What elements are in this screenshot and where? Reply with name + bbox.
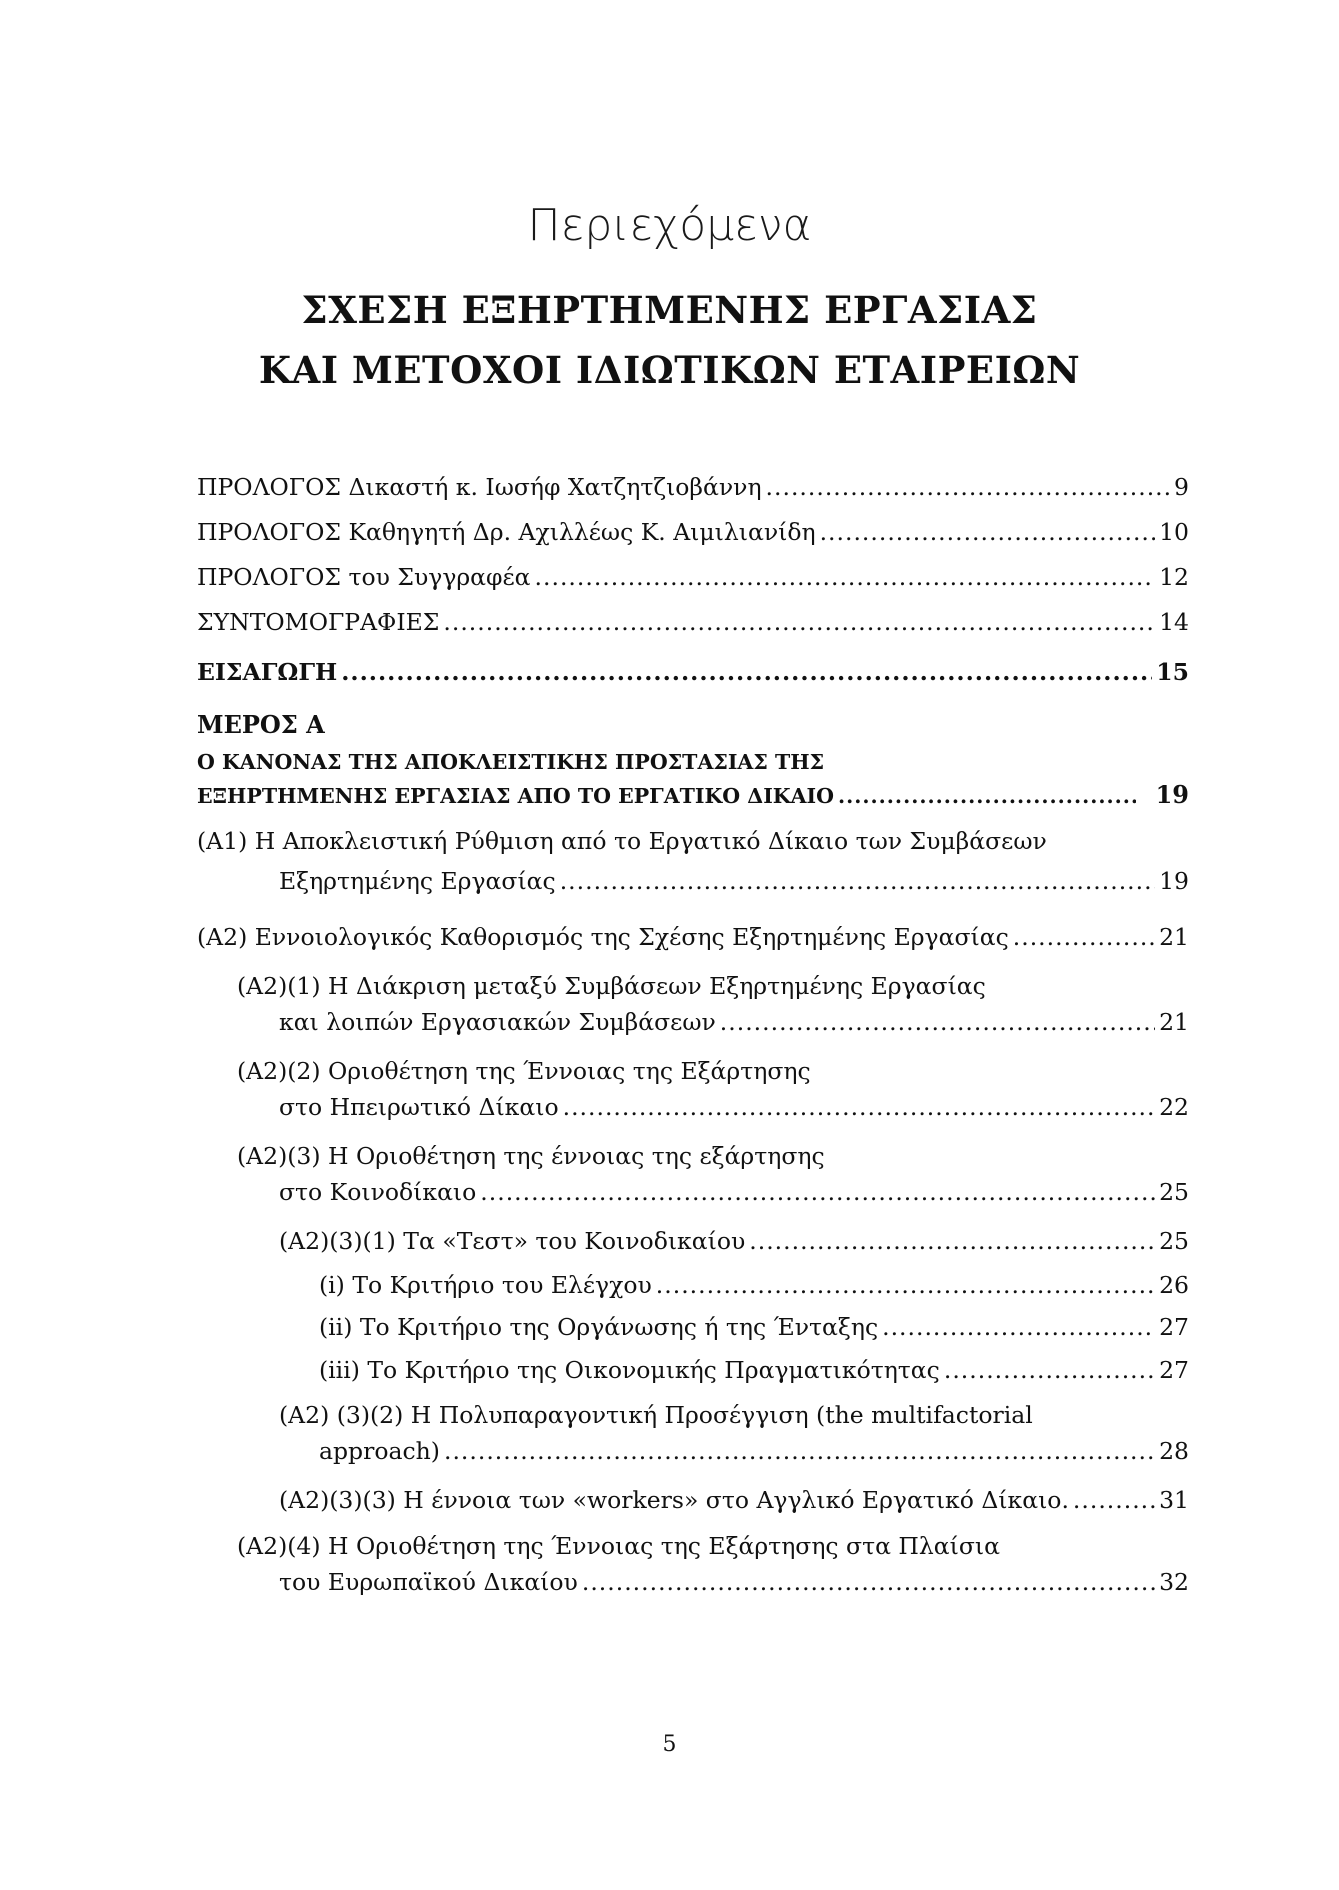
toc-entry-text-line-2: approach) (319, 1437, 440, 1465)
dot-leader (560, 867, 1155, 895)
toc-entry-criterion-iii[interactable] (319, 1356, 1189, 1384)
toc-entry-continuation (279, 1568, 1189, 1596)
page-heading: Περιεχόμενα (527, 200, 812, 251)
toc-entry-text: (i) Το Κριτήριο του Ελέγχου (319, 1271, 652, 1299)
dot-leader (766, 473, 1171, 501)
dot-leader (656, 1271, 1155, 1299)
toc-entry-page: 27 (1159, 1356, 1189, 1384)
toc-entry-a2[interactable] (197, 923, 1189, 951)
toc-entry-abbreviations[interactable] (197, 608, 1189, 636)
toc-entry-text-line-1: (Α1) Η Αποκλειστική Ρύθμιση από το Εργατικό Δίκαιο των Συμβάσεων (197, 827, 1047, 855)
dot-leader (341, 658, 1152, 686)
toc-entry-text-line-1: (Α2)(4) Η Οριοθέτηση της Έννοιας της Εξάρτησης στα Πλαίσια (237, 1532, 1001, 1560)
toc-entry-text: ΠΡΟΛΟΓΟΣ Δικαστή κ. Ιωσήφ Χατζητζιοβάννη (197, 473, 762, 501)
toc-entry-page: 21 (1159, 1008, 1189, 1036)
toc-entry-page: 25 (1159, 1178, 1189, 1206)
toc-entry-text-line-2: Εξηρτημένης Εργασίας (279, 867, 556, 895)
toc-entry-text: (Α2) Εννοιολογικός Καθορισμός της Σχέσης Εξηρτημένης Εργασίας (197, 923, 1009, 951)
page-number: 5 (662, 1732, 677, 1757)
toc-entry-introduction[interactable] (197, 658, 1189, 686)
toc-entry-page: 19 (1155, 780, 1189, 809)
toc-entry-continuation (319, 1437, 1189, 1465)
toc-entry-page: 14 (1159, 608, 1189, 636)
book-title (0, 280, 1339, 400)
toc-entry-continuation (279, 1008, 1189, 1036)
toc-entry-a2-3-3[interactable] (279, 1486, 1189, 1514)
book-title-line-1: ΣΧΕΣΗ ΕΞΗΡΤΗΜΕΝΗΣ ΕΡΓΑΣΙΑΣ (301, 288, 1038, 332)
dot-leader (882, 1313, 1155, 1341)
toc-entry-text (197, 827, 1189, 855)
toc-entry-page: 26 (1159, 1271, 1189, 1299)
toc-entry-text-line-1: (Α2)(2) Οριοθέτηση της Έννοιας της Εξάρτησης (237, 1057, 811, 1085)
toc-entry-prologue-author[interactable] (197, 563, 1189, 591)
toc-entry-text: (Α2)(3)(1) Τα «Τεστ» του Κοινοδικαίου (279, 1227, 746, 1255)
toc-entry-page: 10 (1159, 518, 1189, 546)
toc-entry-criterion-ii[interactable] (319, 1313, 1189, 1341)
dot-leader (1013, 923, 1155, 951)
toc-entry-continuation (279, 867, 1189, 895)
toc-entry-text: ΣΥΝΤΟΜΟΓΡΑΦΙΕΣ (197, 608, 440, 636)
toc-entry-text: (iii) Το Κριτήριο της Οικονομικής Πραγματικότητας (319, 1356, 940, 1384)
toc-entry-page: 32 (1159, 1568, 1189, 1596)
toc-entry-page: 28 (1159, 1437, 1189, 1465)
toc-entry-text-line-1: (Α2)(3) Η Οριοθέτηση της έννοιας της εξάρτησης (237, 1142, 825, 1170)
toc-entry-text: ΕΞΗΡΤΗΜΕΝΗΣ ΕΡΓΑΣΙΑΣ ΑΠΟ ΤΟ ΕΡΓΑΤΙΚΟ ΔΙΚΑΙΟ (197, 784, 834, 808)
toc-entry-text (279, 1401, 1189, 1429)
toc-entry-a2-3-1[interactable] (279, 1227, 1189, 1255)
toc-entry-text-line-1: (Α2) (3)(2) Η Πολυπαραγοντική Προσέγγιση (the multifactorial (279, 1401, 1033, 1429)
dot-leader (535, 563, 1156, 591)
toc-entry-prologue-judge[interactable] (197, 473, 1189, 501)
toc-entry-text (237, 1057, 1189, 1085)
toc-entry-criterion-i[interactable] (319, 1271, 1189, 1299)
toc-entry-text-line-1: (Α2)(1) Η Διάκριση μεταξύ Συμβάσεων Εξηρτημένης Εργασίας (237, 972, 986, 1000)
toc-entry-prologue-professor[interactable] (197, 518, 1189, 546)
toc-entry-text: ΠΡΟΛΟΓΟΣ του Συγγραφέα (197, 563, 531, 591)
toc-entry-page: 9 (1174, 473, 1189, 501)
dot-leader (838, 784, 1136, 808)
toc-entry-part-a[interactable] (197, 780, 1189, 809)
toc-entry-text: (ii) Το Κριτήριο της Οργάνωσης ή της Ένταξης (319, 1313, 879, 1341)
toc-entry-text: ΕΙΣΑΓΩΓΗ (197, 658, 338, 686)
toc-entry-text-line-2: στο Κοινοδίκαιο (279, 1178, 477, 1206)
toc-entry-page: 12 (1159, 563, 1189, 591)
dot-leader (944, 1356, 1155, 1384)
book-title-line-2: ΚΑΙ ΜΕΤΟΧΟΙ ΙΔΙΩΤΙΚΩΝ ΕΤΑΙΡΕΙΩΝ (258, 348, 1081, 392)
toc-entry-text (237, 972, 1189, 1000)
dot-leader (820, 518, 1156, 546)
part-a-title-line-1: Ο ΚΑΝΟΝΑΣ ΤΗΣ ΑΠΟΚΛΕΙΣΤΙΚΗΣ ΠΡΟΣΤΑΣΙΑΣ ΤΗΣ (197, 750, 825, 774)
toc-entry-page: 31 (1159, 1486, 1189, 1514)
toc-entry-page: 22 (1159, 1093, 1189, 1121)
toc-entry-page: 21 (1159, 923, 1189, 951)
toc-entry-continuation (279, 1178, 1189, 1206)
toc-entry-page: 27 (1159, 1313, 1189, 1341)
dot-leader (749, 1227, 1155, 1255)
toc-entry-page: 15 (1156, 658, 1189, 686)
dot-leader (444, 1437, 1155, 1465)
toc-entry-text: ΠΡΟΛΟΓΟΣ Καθηγητή Δρ. Αχιλλέως Κ. Αιμιλιανίδη (197, 518, 816, 546)
toc-entry-text (237, 1142, 1189, 1170)
toc-entry-text-line-2: του Ευρωπαϊκού Δικαίου (279, 1568, 578, 1596)
dot-leader (720, 1008, 1155, 1036)
toc-entry-page: 19 (1159, 867, 1189, 895)
toc-entry-continuation (279, 1093, 1189, 1121)
toc-entry-text-line-2: και λοιπών Εργασιακών Συμβάσεων (279, 1008, 716, 1036)
toc-entry-text-line-2: στο Ηπειρωτικό Δίκαιο (279, 1093, 559, 1121)
dot-leader (563, 1093, 1156, 1121)
part-a-label: ΜΕΡΟΣ Α (197, 710, 325, 739)
dot-leader (1073, 1486, 1155, 1514)
dot-leader (582, 1568, 1155, 1596)
toc-entry-page: 25 (1159, 1227, 1189, 1255)
toc-entry-text: (Α2)(3)(3) Η έννοια των «workers» στο Αγγλικό Εργατικό Δίκαιο. (279, 1486, 1069, 1514)
toc-entry-text (237, 1532, 1189, 1560)
dot-leader (443, 608, 1155, 636)
dot-leader (480, 1178, 1155, 1206)
